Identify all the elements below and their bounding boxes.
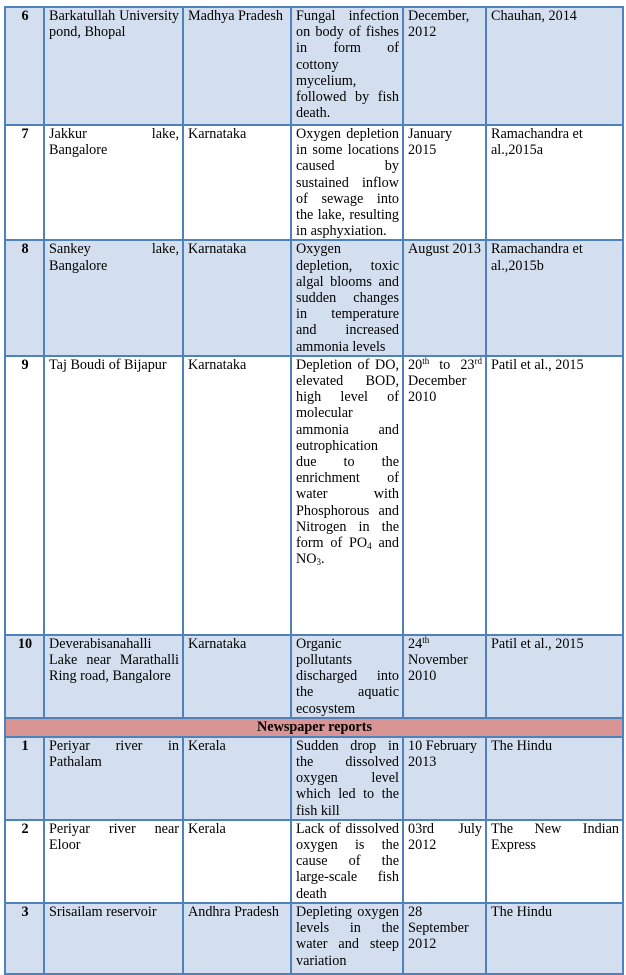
ordinal-suffix: th: [422, 355, 430, 366]
cause-cell: Depleting oxygen levels in the water and steep variation: [291, 903, 403, 974]
source-cell: The Hindu: [486, 737, 623, 820]
section-header: Newspaper reports: [5, 718, 623, 737]
row-number: 3: [5, 903, 44, 974]
date-day: 23: [460, 356, 475, 373]
date-rest: November 2010: [408, 652, 468, 685]
row-number: 1: [5, 737, 44, 820]
date-day: 20: [408, 356, 423, 373]
cause-cell: Fungal infection on body of fishes in form of cottony mycelium, followed by fish death.: [291, 7, 403, 125]
state-cell: Kerala: [183, 737, 291, 820]
source-cell: The New Indian Express: [486, 820, 623, 903]
date-cell: [403, 356, 486, 635]
date-cell: 03rd July 2012: [403, 820, 486, 903]
table-row: [5, 820, 623, 903]
row-number: 10: [5, 635, 44, 718]
source-cell: Ramachandra et al.,2015b: [486, 240, 623, 355]
table-row: [5, 635, 623, 718]
table-row: [5, 737, 623, 820]
ordinal-suffix: rd: [474, 355, 482, 366]
ordinal-suffix: th: [422, 634, 430, 645]
cause-cell: Lack of dissolved oxygen is the cause of the large-scale fish death: [291, 820, 403, 903]
source-cell: Chauhan, 2014: [486, 7, 623, 125]
source-cell: The Hindu: [486, 903, 623, 974]
cause-cell: Oxygen depletion, toxic algal blooms and sudden changes in temperature and increased ammonia levels: [291, 240, 403, 355]
cause-cell: [291, 356, 403, 635]
date-cell: 10 February 2013: [403, 737, 486, 820]
section-header-row: [5, 718, 623, 737]
site-cell: Jakkur lake, Bangalore: [44, 125, 183, 240]
state-cell: Kerala: [183, 820, 291, 903]
date-cell: [403, 635, 486, 718]
state-cell: Madhya Pradesh: [183, 7, 291, 125]
cause-text: Depletion of DO, elevated BOD, high level of molecular ammonia and eutrophication due to the enrichment of water with Phosphorous and Nitrogen in the form of PO: [296, 356, 399, 552]
fish-kill-table: [4, 6, 624, 975]
site-cell: Periyar river near Eloor: [44, 820, 183, 903]
cause-cell: Oxygen depletion in some locations caused by sustained inflow of sewage into the lake, resulting in asphyxiation.: [291, 125, 403, 240]
date-cell: 28 September 2012: [403, 903, 486, 974]
state-cell: Karnataka: [183, 635, 291, 718]
table-row: [5, 903, 623, 974]
site-cell: Taj Boudi of Bijapur: [44, 356, 183, 635]
site-cell: Barkatullah University pond, Bhopal: [44, 7, 183, 125]
row-number: 6: [5, 7, 44, 125]
table-row: [5, 7, 623, 125]
table-row: [5, 240, 623, 355]
site-cell: Deverabisanahalli Lake near Marathalli Ring road, Bangalore: [44, 635, 183, 718]
site-cell: Periyar river in Pathalam: [44, 737, 183, 820]
site-cell: Srisailam reservoir: [44, 903, 183, 974]
date-cell: August 2013: [403, 240, 486, 355]
source-cell: Patil et al., 2015: [486, 356, 623, 635]
site-cell: Sankey lake, Bangalore: [44, 240, 183, 355]
row-number: 8: [5, 240, 44, 355]
date-cell: January 2015: [403, 125, 486, 240]
source-cell: Patil et al., 2015: [486, 635, 623, 718]
state-cell: Karnataka: [183, 125, 291, 240]
state-cell: Karnataka: [183, 240, 291, 355]
subscript: 4: [367, 541, 372, 552]
table-row: [5, 125, 623, 240]
date-cell: December, 2012: [403, 7, 486, 125]
subscript: 3: [316, 557, 321, 568]
row-number: 9: [5, 356, 44, 635]
table-row: [5, 356, 623, 635]
cause-text: and NO: [296, 535, 399, 568]
state-cell: Andhra Pradesh: [183, 903, 291, 974]
date-day: 24: [408, 635, 423, 652]
cause-cell: Sudden drop in the dissolved oxygen level which led to the fish kill: [291, 737, 403, 820]
row-number: 2: [5, 820, 44, 903]
date-to: to: [429, 356, 461, 373]
date-rest: December 2010: [408, 373, 467, 406]
state-cell: Karnataka: [183, 356, 291, 635]
row-number: 7: [5, 125, 44, 240]
source-cell: Ramachandra et al.,2015a: [486, 125, 623, 240]
cause-text: .: [321, 551, 325, 568]
cause-cell: Organic pollutants discharged into the aquatic ecosystem: [291, 635, 403, 718]
